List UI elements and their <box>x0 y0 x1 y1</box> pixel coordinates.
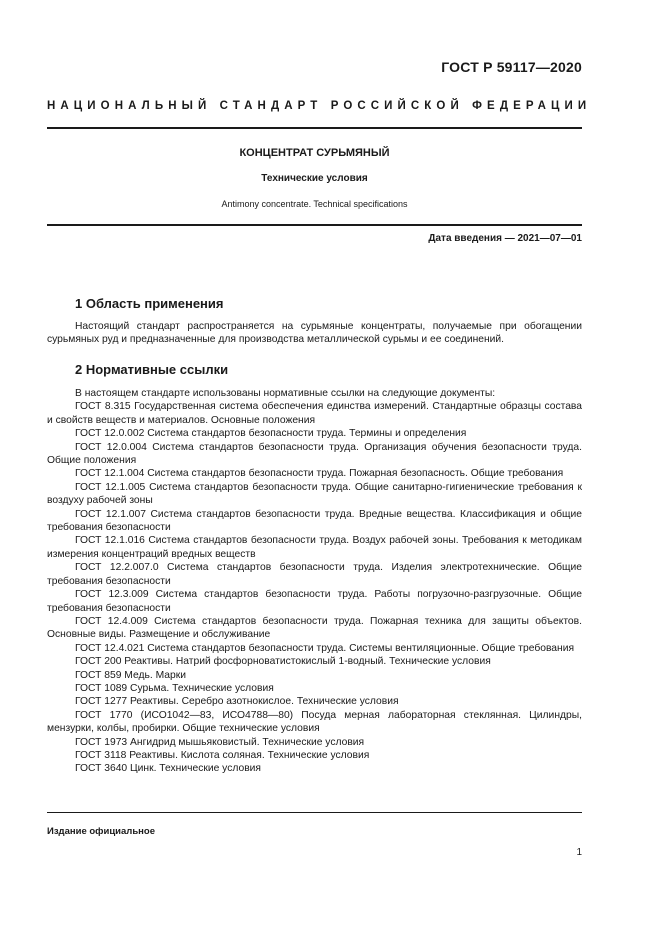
reference-item: ГОСТ 12.4.021 Система стандартов безопасности труда. Системы вентиляционные. Общие требования <box>75 642 575 654</box>
reference-item: ГОСТ 12.2.007.0 Система стандартов безопасности труда. Изделия электротехнические. Общие требования безопасности <box>47 562 582 587</box>
section-2-body <box>47 387 582 776</box>
document-title-english: Antimony concentrate. Technical specifications <box>221 199 408 209</box>
section-1-heading: 1 Область применения <box>75 296 224 311</box>
reference-item: ГОСТ 1770 (ИСО1042—83, ИСО4788—80) Посуда мерная лабораторная стеклянная. Цилиндры, мензурки, колбы, пробирки. Общие технические условия <box>47 709 582 735</box>
reference-item: ГОСТ 12.0.004 Система стандартов безопасности труда. Организация обучения безопасности труда. Общие положения <box>47 441 582 467</box>
reference-item: ГОСТ 1277 Реактивы. Серебро азотнокислое. Технические условия <box>75 696 399 708</box>
reference-item: ГОСТ 12.0.002 Система стандартов безопасности труда. Термины и определения <box>75 428 467 440</box>
reference-item: ГОСТ 859 Медь. Марки <box>75 669 186 681</box>
reference-item: ГОСТ 12.1.016 Система стандартов безопасности труда. Воздух рабочей зоны. Требования к методикам измерения концентраций вредных веществ <box>47 535 582 560</box>
top-divider <box>47 127 582 129</box>
section-1-body <box>47 320 582 347</box>
reference-item: ГОСТ 3640 Цинк. Технические условия <box>75 763 262 775</box>
reference-item: ГОСТ 1089 Сурьма. Технические условия <box>75 682 274 694</box>
reference-item: ГОСТ 1973 Ангидрид мышьяковистый. Технические условия <box>75 736 365 748</box>
standard-number: ГОСТ Р 59117—2020 <box>441 59 582 75</box>
title-divider <box>47 224 582 226</box>
footer-divider <box>47 812 582 813</box>
reference-item: ГОСТ 12.1.005 Система стандартов безопасности труда. Общие санитарно-гигиенические требования к воздуху рабочей зоны <box>47 481 582 507</box>
document-title: КОНЦЕНТРАТ СУРЬМЯНЫЙ <box>239 147 390 159</box>
reference-item: ГОСТ 12.1.007 Система стандартов безопасности труда. Вредные вещества. Классификация и общие требования безопасности <box>47 508 582 534</box>
page-number: 1 <box>576 847 582 858</box>
reference-item: ГОСТ 12.4.009 Система стандартов безопасности труда. Пожарная техника для защиты объектов. Основные виды. Размещение и обслуживание <box>47 615 582 641</box>
reference-item: ГОСТ 12.3.009 Система стандартов безопасности труда. Работы погрузочно-разгрузочные. Общие требования безопасности <box>47 589 582 614</box>
document-subtitle: Технические условия <box>261 173 368 184</box>
introduction-date: Дата введения — 2021—07—01 <box>428 233 582 244</box>
reference-item: ГОСТ 3118 Реактивы. Кислота соляная. Технические условия <box>75 749 370 761</box>
national-standard-title: НАЦИОНАЛЬНЫЙ СТАНДАРТ РОССИЙСКОЙ ФЕДЕРАЦИИ <box>47 100 592 112</box>
reference-item: ГОСТ 200 Реактивы. Натрий фосфорноватистокислый 1-водный. Технические условия <box>75 656 491 668</box>
section-1-paragraph: Настоящий стандарт распространяется на сурьмяные концентраты, получаемые при обогащении сурьмяных руд и предназначенные для производства металлической сурьмы и ее соединений. <box>47 321 582 346</box>
section-2-intro: В настоящем стандарте использованы нормативные ссылки на следующие документы: <box>75 388 496 399</box>
section-2-heading: 2 Нормативные ссылки <box>75 362 229 377</box>
reference-item: ГОСТ 12.1.004 Система стандартов безопасности труда. Пожарная безопасность. Общие требования <box>75 468 564 480</box>
reference-item: ГОСТ 8.315 Государственная система обеспечения единства измерений. Стандартные образцы состава и свойств веществ и материалов. Основные положения <box>47 401 582 426</box>
official-edition-label: Издание официальное <box>47 826 155 837</box>
